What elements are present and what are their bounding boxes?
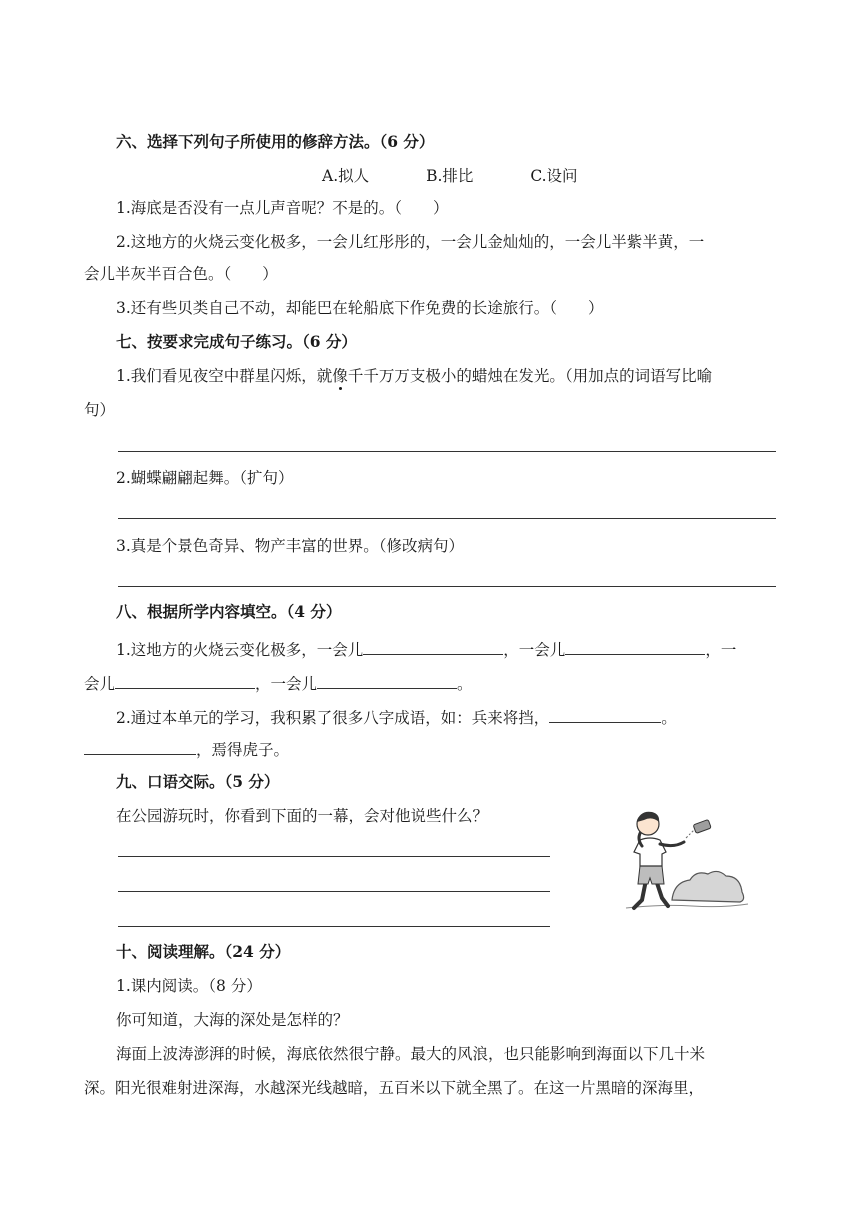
answer-line[interactable] [118,451,776,452]
s10-subsection-1: 1.课内阅读。（8 分） [116,977,262,995]
emphasis-dotted-word: 像 [332,367,348,385]
s8-q1-text-5: ，一会儿 [255,675,318,693]
s6-question-3: 3.还有些贝类自己不动，却能巴在轮船底下作免费的长途旅行。（ ） [116,299,604,317]
s7-question-2: 2.蝴蝶翩翩起舞。（扩句） [116,469,294,487]
option-a: A.拟人 [322,167,370,185]
s8-q1-text-2: ，一会儿 [503,641,566,659]
s8-question-2-line1 [116,706,677,728]
section-9-title: 九、口语交际。（5 分） [116,772,280,791]
reading-paragraph-1: 你可知道，大海的深处是怎样的？ [116,1011,349,1029]
s6-question-2-line2: 会儿半灰半百合色。（ ） [84,265,278,283]
s8-q2-text-3: ，焉得虎子。 [196,741,290,759]
s6-question-2-line1: 2.这地方的火烧云变化极多，一会儿红彤彤的，一会儿金灿灿的，一会儿半紫半黄，一 [116,233,705,251]
fill-blank[interactable] [565,638,705,655]
s6-question-1: 1.海底是否没有一点儿声音呢？不是的。（ ） [116,199,449,217]
s7-q1-post: 千千万万支极小的蜡烛在发光。（用加点的词语写比喻 [347,367,713,385]
s7-question-3: 3.真是个景色奇异、物产丰富的世界。（修改病句） [116,537,465,555]
fill-blank[interactable] [549,706,661,723]
s7-q1-pre: 1.我们看见夜空中群星闪烁，就 [116,367,333,385]
fill-blank[interactable] [317,672,457,689]
section-7-title: 七、按要求完成句子练习。（6 分） [116,332,357,351]
option-c: C.设问 [530,167,578,185]
answer-line[interactable] [118,856,550,857]
option-b: B.排比 [426,167,474,185]
s8-q1-text-1: 1.这地方的火烧云变化极多，一会儿 [116,641,364,659]
s8-q2-text-1: 2.通过本单元的学习，我积累了很多八字成语，如：兵来将挡， [116,709,550,727]
fill-blank[interactable] [84,738,196,755]
s9-prompt: 在公园游玩时，你看到下面的一幕，会对他说些什么？ [116,807,489,825]
section-8-title: 八、根据所学内容填空。（4 分） [116,602,342,621]
answer-line[interactable] [118,891,550,892]
answer-line[interactable] [118,926,550,927]
s8-question-1-line1 [116,638,736,660]
s8-q2-text-2: 。 [661,709,677,727]
s8-question-2-line2 [84,738,289,760]
section-10-title: 十、阅读理解。（24 分） [116,942,291,961]
s7-question-1-line1 [116,366,712,386]
s7-question-1-line2: 句） [84,401,116,419]
answer-line[interactable] [118,518,776,519]
reading-paragraph-2-line2: 深。阳光很难射进深海，水越深光线越暗，五百米以下就全黑了。在这一片黑暗的深海里， [84,1079,705,1097]
reading-paragraph-2-line1: 海面上波涛澎湃的时候，海底依然很宁静。最大的风浪，也只能影响到海面以下几十米 [116,1045,706,1063]
s8-question-1-line2 [84,672,473,694]
answer-line[interactable] [118,586,776,587]
section-6-title: 六、选择下列句子所使用的修辞方法。（6 分） [116,132,435,151]
s8-q1-text-6: 。 [457,675,473,693]
rhetoric-options [322,164,630,186]
boy-littering-illustration [622,808,750,916]
fill-blank[interactable] [363,638,503,655]
s8-q1-text-3: ，一 [705,641,737,659]
fill-blank[interactable] [115,672,255,689]
s8-q1-text-4: 会儿 [84,675,116,693]
